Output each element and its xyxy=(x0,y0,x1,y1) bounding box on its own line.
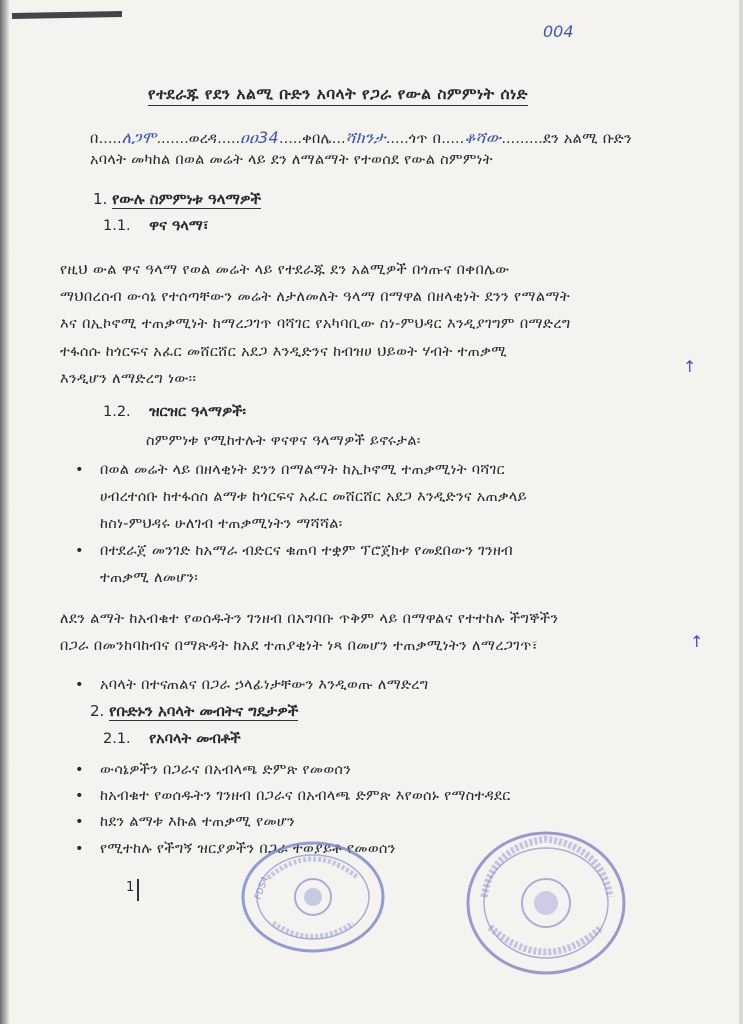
funding-paragraph xyxy=(60,606,685,660)
bullet-icon: • xyxy=(75,543,84,559)
top-ink-mark xyxy=(12,11,122,19)
bullet-icon: • xyxy=(75,841,84,857)
intro-line-1: በ.....ለጋሞ.......ወረዳ.....ዐዐ34.....ቀበሌ...ሻክንታ.....ጎጥ በ.....ቆሻው.........ደን አልሚ ቡድን xyxy=(90,128,632,147)
bullet-icon: • xyxy=(75,762,84,778)
subsection-2-1-heading: 2.1. የአባላት መብቶች xyxy=(103,731,241,747)
paragraph-line: እና በኢኮኖሚ ተጠቃሚነት ከማረጋገጥ ባሻገር የአካባቢው ስነ-ምህዳር እንዲያገግም በማድረግ xyxy=(60,316,571,333)
list-item: • በተደራጀ መንገድ ከአማራ ብድርና ቁጠባ ተቋም ፕሮጀክቱ የመደበውን ገንዘብ ተጠቃሚ ለመሆን፡ xyxy=(100,538,680,592)
paragraph-line: ማህበረሰብ ውሳኔ የተሰጣቸውን መሬት ለታለመለት ዓላማ በማዋል በዘላቂነት ደንን የማልማት xyxy=(60,289,571,306)
bullet-icon: • xyxy=(75,788,84,804)
zone-value: ለጋሞ xyxy=(121,128,157,147)
margin-check-mark: ↑ xyxy=(683,357,697,376)
list-item: • የሚተከሉ የችግኝ ዝርያዎችን በጋራ ተወያይቶ የመወሰን xyxy=(100,836,680,863)
section-2-heading: 2. የቡድኑን አባላት መብትና ግዴታዎች xyxy=(90,702,299,720)
margin-check-mark: ↑ xyxy=(690,632,704,651)
paragraph-line: በጋራ በመንከባከብና በማጽዳት ከአደ ተጠያቂነት ነጻ በመሆን ተጠቃሚነትን ለማረጋገጥ፣ xyxy=(60,638,538,655)
subsection-1-1-heading: 1.1. ዋና ዓላማ፣ xyxy=(103,218,209,234)
page-number-mark xyxy=(137,879,139,901)
intro-prefix: በ xyxy=(90,131,99,147)
binding-edge xyxy=(0,0,10,1024)
bullet-icon: • xyxy=(75,677,84,693)
specific-objectives-intro: ስምምነቱ የሚከተሉት ዋናዋና ዓላማዎች ይኖሩታል፡ xyxy=(146,433,421,449)
paragraph-line: የዚህ ውል ዋና ዓላማ የወል መሬት ላይ የተደራጁ ደን አልሚዎች በጎጡና በቀበሌው xyxy=(60,262,510,278)
intro-line-2: አባላት መካከል በወል መሬት ላይ ደን ለማልማት የተወሰደ የውል ስምምነት xyxy=(90,152,493,168)
woreda-value: ዐዐ34 xyxy=(240,128,279,147)
main-objective-paragraph xyxy=(60,257,680,393)
bullet-icon: • xyxy=(75,462,84,478)
list-item: • በወል መሬት ላይ በዘላቂነት ደንን በማልማት ከኢኮኖሚ ተጠቃሚነት ባሻገር ሀብረተሰቡ ከተፋሰስ ልማቱ ከጎርፍና አፈር መሸርሸር አደጋ እንዲድንና አጠቃላይ ከስነ-ምህዳሩ ሁለገብ ተጠቃሚነትን ማሻሻል፡ xyxy=(100,457,680,538)
paragraph-line: ለደን ልማት ከአብቁተ የወሰዱትን ገንዘብ በአግባቡ ጥቅም ላይ በማዋልና የተተከሉ ችግኞችን xyxy=(60,611,559,627)
list-item: • ከአብቁተ የወሰዱትን ገንዘብ በጋራና በአብላጫ ድምጽ እየወሰኑ የማስተዳደር xyxy=(100,783,680,810)
list-item: • ውሳኔዎችን በጋራና በአብላጫ ድምጽ የመወሰን xyxy=(100,757,680,784)
right-official-stamp xyxy=(462,827,630,979)
bullet-icon: • xyxy=(75,814,84,830)
woreda-label: ወረዳ xyxy=(188,131,218,147)
section-1-heading: 1. የውሉ ስምምነቱ ዓላማዎች xyxy=(93,190,262,208)
got-value: ቆሻው xyxy=(464,128,502,147)
section-2-title: የቡድኑን አባላት መብትና ግዴታዎች xyxy=(109,702,299,720)
kebele-value: ሻክንታ xyxy=(345,128,386,147)
paragraph-line: እንዲሆን ለማድረግ ነው፡፡ xyxy=(60,370,197,387)
list-item: • ከደን ልማቱ እኩል ተጠቃሚ የመሆን xyxy=(100,809,680,836)
paragraph-line: ተፋሰሱ ከጎርፍና አፈር መሸርሸር አደጋ እንዲድንና ከብዝሀ ህይወት ሃብት ተጠቃሚ xyxy=(60,343,508,360)
list-item: • አባላት በተናጠልና በጋራ ኃላፊነታቸውን እንዲወጡ ለማድረግ xyxy=(100,672,680,699)
svg-text:FDS4: FDS4 xyxy=(253,875,271,902)
page-number: 1 xyxy=(126,880,135,895)
left-official-stamp xyxy=(238,838,388,956)
handwritten-page-code: 004 xyxy=(543,22,574,41)
section-1-title: የውሉ ስምምነቱ ዓላማዎች xyxy=(112,190,262,208)
document-title: የተደራጁ የደን አልሚ ቡድን አባላት የጋራ የውል ስምምነት ሰነድ xyxy=(148,85,528,106)
intro-suffix: ደን አልሚ ቡድን xyxy=(542,131,632,147)
page-edge xyxy=(739,0,743,1024)
got-label: ጎጥ በ xyxy=(408,131,442,147)
kebele-label: ቀበሌ xyxy=(302,131,332,147)
subsection-1-2-heading: 1.2. ዝርዝር ዓላማዎች፡ xyxy=(103,404,246,420)
